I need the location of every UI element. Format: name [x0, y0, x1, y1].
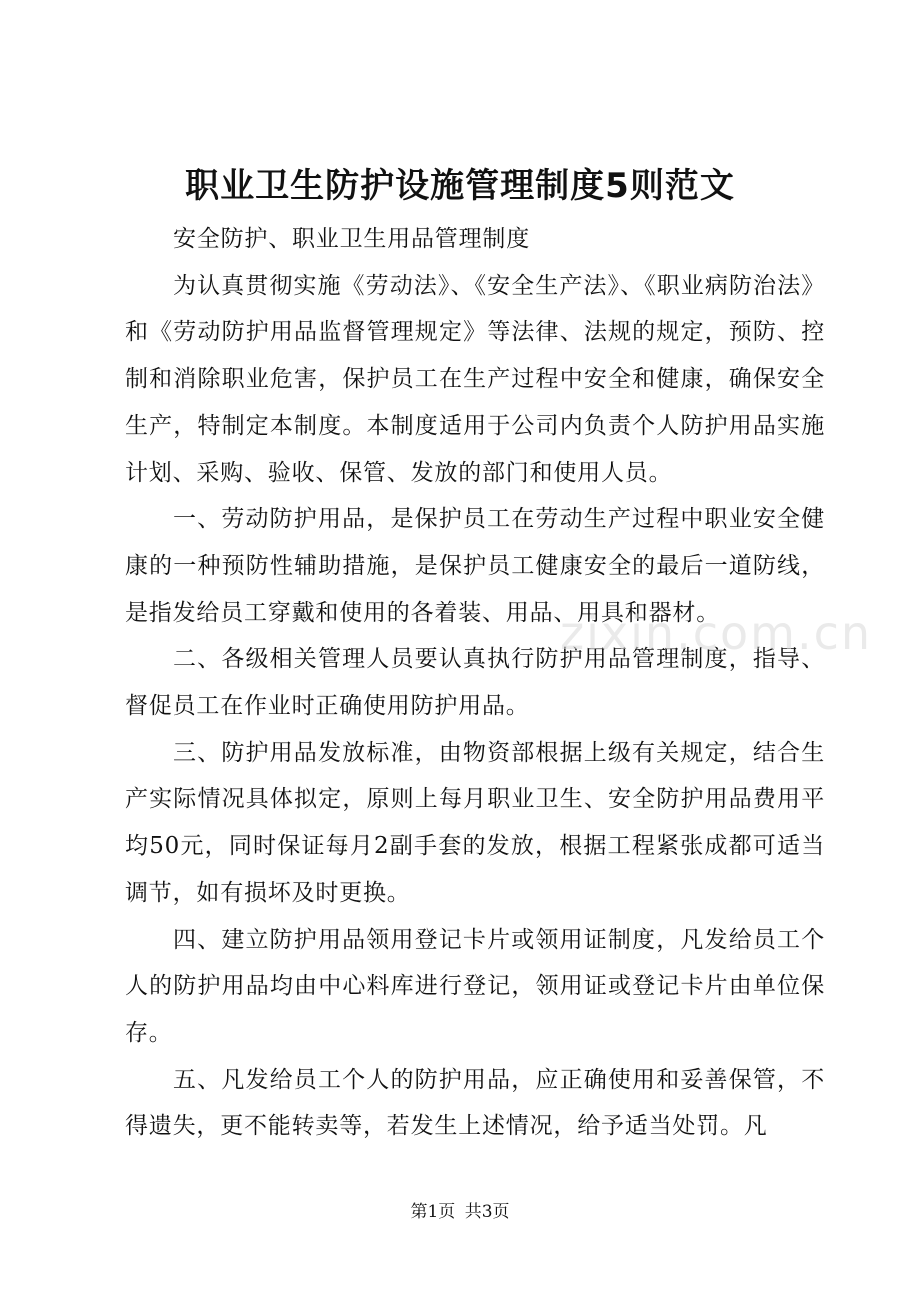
paragraph-subtitle: 安全防护、职业卫生用品管理制度: [173, 226, 530, 252]
paragraph-item-5: 五、凡发给员工个人的防护用品，应正确使用和妥善保管，不得遗失，更不能转卖等，若发生上述情况，给予适当处罚。凡: [125, 1066, 825, 1140]
paragraph-item-3: 三、防护用品发放标准，由物资部根据上级有关规定，结合生产实际情况具体拟定，原则上每月职业卫生、安全防护用品费用平均50元，同时保证每月2副手套的发放，根据工程紧张成都可适当调节，如有损坏及时更换。: [125, 739, 825, 906]
page-number: 第1页: [410, 1202, 456, 1222]
document-title: 职业卫生防护设施管理制度5则范文: [185, 166, 735, 206]
paragraph-item-4: 四、建立防护用品领用登记卡片或领用证制度，凡发给员工个人的防护用品均由中心料库进行登记，领用证或登记卡片由单位保存。: [125, 926, 825, 1046]
paragraph-item-2: 二、各级相关管理人员要认真执行防护用品管理制度，指导、督促员工在作业时正确使用防护用品。: [125, 646, 825, 720]
watermark: zixin.com.cn: [560, 606, 873, 660]
paragraph-intro: 为认真贯彻实施《劳动法》、《安全生产法》、《职业病防治法》和《劳动防护用品监督管理规定》等法律、法规的规定，预防、控制和消除职业危害，保护员工在生产过程中安全和健康，确保安全生产，特制定本制度。本制度适用于公司内负责个人防护用品实施计划、采购、验收、保管、发放的部门和使用人员。: [125, 272, 825, 486]
paragraph-item-1: 一、劳动防护用品，是保护员工在劳动生产过程中职业安全健康的一种预防性辅助措施，是保护员工健康安全的最后一道防线，是指发给员工穿戴和使用的各着装、用品、用具和器材。: [125, 506, 825, 626]
page-total: 共3页: [464, 1202, 510, 1222]
document-body: [125, 216, 825, 1150]
page-footer: [0, 1200, 920, 1224]
